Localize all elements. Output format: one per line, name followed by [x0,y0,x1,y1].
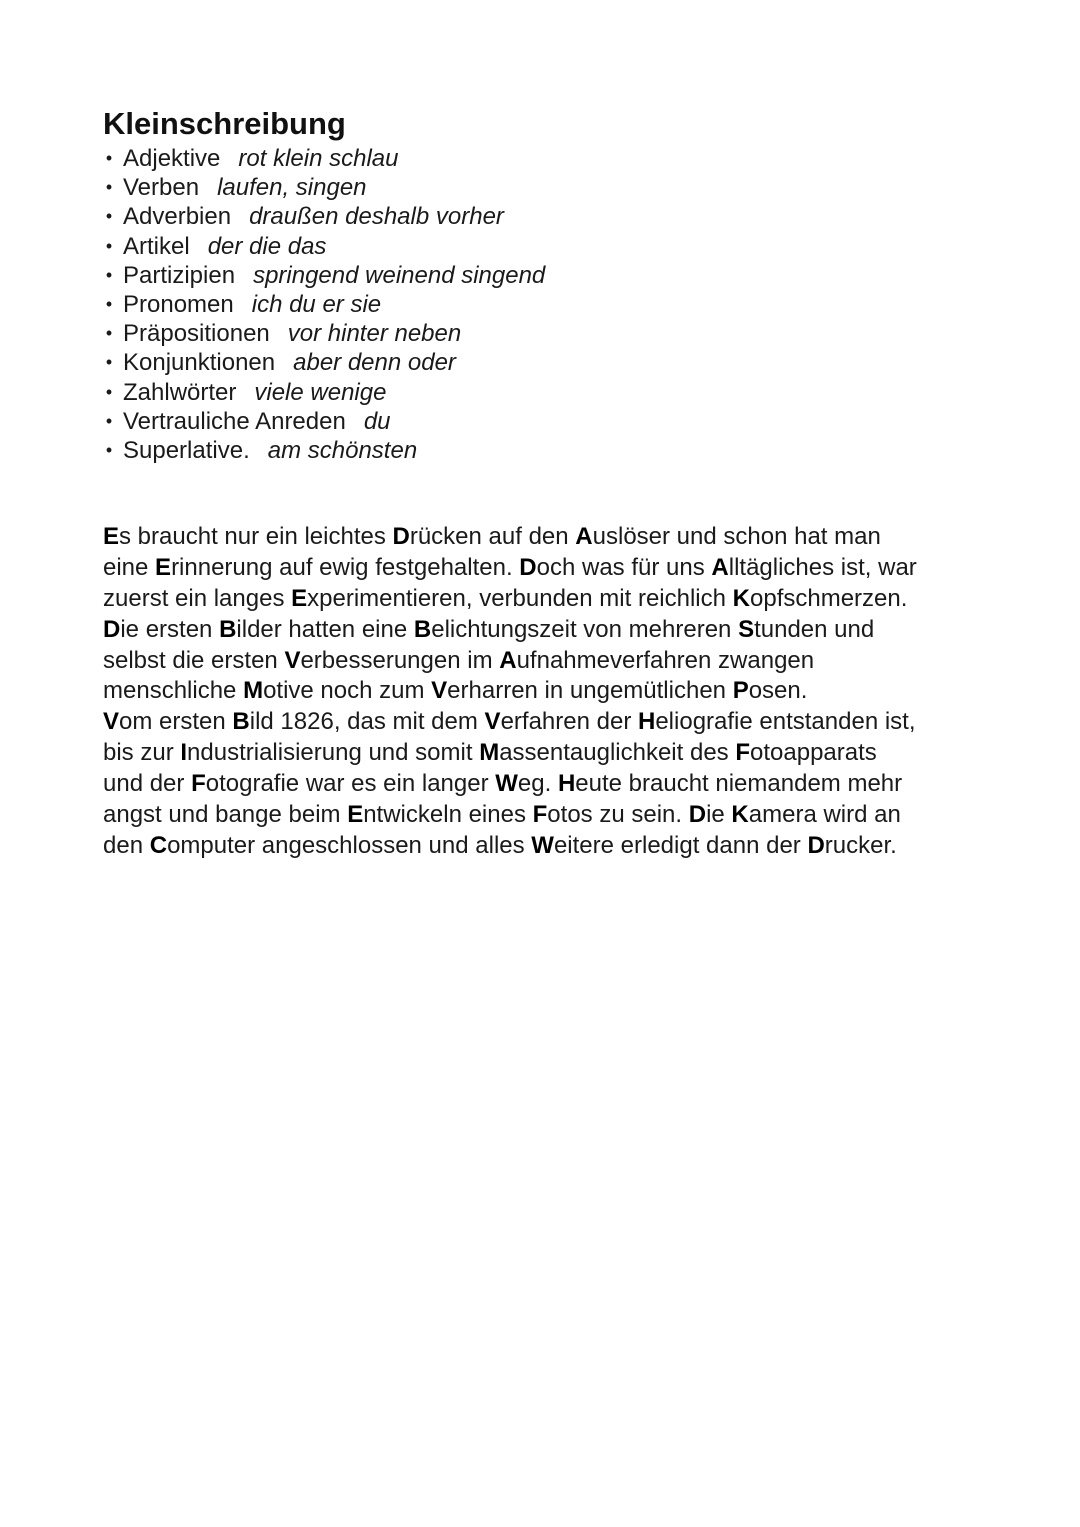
capital-letter: E [155,553,172,581]
text-segment: ild 1826, das mit dem [249,708,485,736]
text-segment: erharren in ungemütlichen [447,677,733,705]
list-item [103,319,545,348]
text-segment: elichtungszeit von mehreren [431,615,739,643]
rule-term: Verben [123,174,200,202]
text-segment: zuerst ein langes [103,584,292,612]
capital-letter: F [532,801,548,829]
capital-letter: A [575,523,593,550]
text-segment: eute braucht niemandem mehr [575,770,903,798]
rule-example: am schönsten [267,436,418,464]
rule-example: der die das [207,232,327,260]
paragraph-line [103,800,1003,831]
text-segment: erfahren der [500,708,638,736]
text-segment: ufnahmeverfahren zwangen [516,646,815,674]
text-segment: otos zu sein. [547,801,689,829]
capital-letter: K [731,801,749,829]
rule-term: Präpositionen [123,320,270,348]
capital-letter: E [291,584,308,612]
paragraph-line [103,553,1003,584]
rule-example: aber denn oder [293,349,456,377]
text-segment: ie ersten [120,615,220,643]
capital-letter: D [392,523,410,550]
capital-letter: D [807,831,825,859]
capital-letter: B [413,615,432,643]
text-segment: tunden und [754,615,875,643]
list-item [103,261,545,290]
rule-example: springend weinend singend [253,261,546,289]
text-segment: och was für uns [536,553,712,581]
bullet-icon: • [105,264,113,285]
text-segment: den [103,831,150,859]
text-segment: uslöser und schon hat man [592,523,881,550]
capital-letter: V [431,677,448,705]
paragraph-line [103,646,1003,677]
capital-letter: W [495,770,518,798]
paragraph-line [103,738,1003,769]
list-item [103,378,545,407]
capital-letter: H [557,770,576,798]
capital-letter: B [232,708,250,736]
capital-letter: D [688,801,707,829]
bullet-icon: • [105,206,113,227]
capital-letter: M [243,677,264,705]
rule-term: Zahlwörter [123,378,237,406]
rule-term: Konjunktionen [123,349,276,377]
rule-example: du [363,407,391,435]
text-segment: otoapparats [750,739,877,767]
rule-term: Adjektive [123,145,221,172]
text-segment: eliografie entstanden ist, [655,708,916,736]
bullet-icon: • [105,148,113,168]
text-segment: erbesserungen im [300,646,500,674]
list-item [103,232,545,261]
bullet-icon: • [105,177,113,198]
capital-letter: B [219,615,237,643]
text-segment: amera wird an [748,801,901,829]
text-segment: bis zur [103,739,181,767]
paragraph-line [103,707,1003,738]
text-segment: assentauglichkeit des [499,739,736,767]
text-segment: angst und bange beim [103,801,348,829]
rule-example: rot klein schlau [238,145,399,172]
rule-example: vor hinter neben [287,320,462,348]
text-segment: rinnerung auf ewig festgehalten. [171,553,520,581]
paragraph [103,522,1003,862]
text-segment: rücken auf den [409,523,576,550]
capital-letter: K [732,584,750,612]
paragraph-line [103,831,1003,862]
capital-letter: C [149,831,168,859]
list-item [103,144,545,173]
text-segment: omputer angeschlossen und alles [167,831,532,859]
text-segment: und der [103,770,192,798]
capital-letter: M [479,739,500,767]
capital-letter: D [519,553,537,581]
paragraph-line [103,584,1003,615]
paragraph-line [103,615,1003,646]
capital-letter: E [103,523,120,550]
rule-term: Adverbien [123,203,232,231]
list-item [103,173,545,202]
rule-term: Pronomen [123,290,234,318]
text-segment: s braucht nur ein leichtes [119,523,393,550]
capital-letter: A [711,553,729,581]
capital-letter: V [484,708,501,736]
rule-list [103,144,545,465]
list-item [103,407,545,436]
capital-letter: V [103,708,120,736]
capital-letter: W [531,831,554,859]
text-segment: selbst die ersten [103,646,285,674]
list-item [103,202,545,231]
text-segment: ie [706,801,732,829]
text-segment: rucker. [824,831,897,859]
text-segment: ndustrialisierung und somit [187,739,480,767]
capital-letter: P [732,677,749,705]
text-segment: ilder hatten eine [236,615,414,643]
text-segment: eitere erledigt dann der [553,831,808,859]
rule-example: viele wenige [254,378,387,406]
paragraph-line [103,676,1003,707]
rule-example: draußen deshalb vorher [249,203,504,231]
text-segment: opfschmerzen. [750,584,908,612]
rule-term: Superlative. [123,436,250,464]
capital-letter: F [191,770,206,798]
rule-term: Artikel [123,232,190,260]
list-item [103,348,545,377]
capital-letter: S [738,615,755,643]
bullet-icon: • [105,235,113,256]
text-segment: osen. [748,677,808,705]
text-segment: menschliche [103,677,244,705]
text-segment: lltägliches ist, war [728,553,917,581]
text-segment: xperimentieren, verbunden mit reichlich [307,584,733,612]
rule-term: Partizipien [123,261,236,289]
list-item [103,290,545,319]
bullet-icon: • [105,323,113,344]
text-segment: otografie war es ein langer [205,770,496,798]
text-segment: otive noch zum [263,677,432,705]
rule-example: ich du er sie [251,290,382,318]
capital-letter: F [735,739,751,767]
capital-letter: I [180,739,188,767]
rule-term: Vertrauliche Anreden [123,407,346,435]
text-segment: eine [103,553,156,581]
paragraph-line [103,522,1003,553]
capital-letter: D [103,615,121,643]
bullet-icon: • [105,381,113,402]
paragraph-line [103,769,1003,800]
bullet-icon: • [105,410,113,431]
page-title: Kleinschreibung [103,106,346,141]
capital-letter: H [637,708,656,736]
text-segment: ntwickeln eines [363,801,533,829]
capital-letter: V [284,646,301,674]
text-segment: om ersten [119,708,233,736]
capital-letter: E [347,801,364,829]
bullet-icon: • [105,352,113,373]
bullet-icon: • [105,439,113,460]
rule-example: laufen, singen [217,174,367,202]
bullet-icon: • [105,293,113,314]
text-segment: eg. [517,770,558,798]
capital-letter: A [499,646,517,674]
list-item [103,436,545,465]
